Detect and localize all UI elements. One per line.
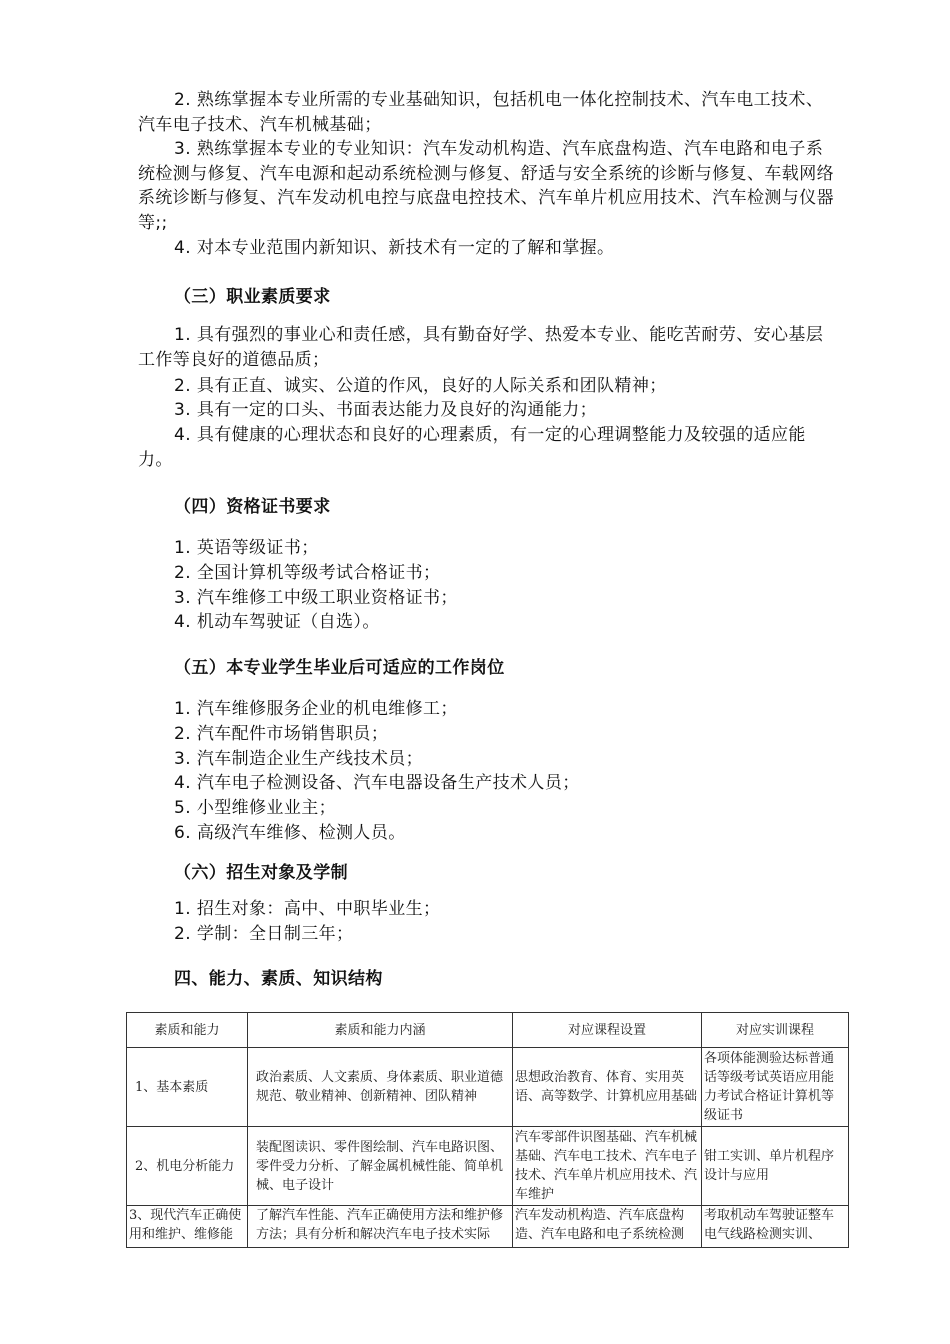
table-cell: 汽车零部件识图基础、汽车机械基础、汽车电工技术、汽车电子技术、汽车单片机应用技术、汽车维护 <box>513 1127 702 1206</box>
column-header-courses: 对应课程设置 <box>513 1013 702 1048</box>
column-header-ability: 素质和能力 <box>127 1013 248 1048</box>
certificate-item-4: 4. 机动车驾驶证（自选）。 <box>174 612 380 632</box>
table-cell: 2、机电分析能力 <box>127 1127 248 1206</box>
job-item-6: 6. 高级汽车维修、检测人员。 <box>174 823 406 843</box>
table-row <box>127 1127 849 1206</box>
chapter-heading-structure: 四、能力、素质、知识结构 <box>174 969 383 989</box>
job-item-5: 5. 小型维修业业主； <box>174 798 337 818</box>
table-cell: 思想政治教育、体育、实用英语、高等数学、计算机应用基础 <box>513 1048 702 1127</box>
table-cell: 1、基本素质 <box>127 1048 248 1127</box>
column-header-content: 素质和能力内涵 <box>248 1013 513 1048</box>
table-cell <box>248 1206 513 1248</box>
job-item-2: 2. 汽车配件市场销售职员； <box>174 724 389 744</box>
quality-item-2: 2. 具有正直、诚实、公道的作风，良好的人际关系和团队精神； <box>174 376 667 396</box>
paragraph-knowledge-4: 4. 对本专业范围内新知识、新技术有一定的了解和掌握。 <box>174 238 615 258</box>
quality-item-1: 1. 具有强烈的事业心和责任感，具有勤奋好学、热爱本专业、能吃苦耐劳、安心基层工作等良好的道德品质； <box>138 325 824 370</box>
section-heading-professional-quality: （三）职业素质要求 <box>174 287 331 307</box>
section-heading-certificates: （四）资格证书要求 <box>174 497 331 517</box>
table-cell: 装配图读识、零件图绘制、汽车电路识图、零件受力分析、了解金属机械性能、简单机械、电子设计 <box>248 1127 513 1206</box>
table-row <box>127 1206 849 1248</box>
table-cell <box>702 1206 849 1248</box>
column-header-training: 对应实训课程 <box>702 1013 849 1048</box>
table-cell: 各项体能测验达标普通话等级考试英语应用能力考试合格证计算机等级证书 <box>702 1048 849 1127</box>
paragraph-knowledge-2: 2. 熟练掌握本专业所需的专业基础知识，包括机电一体化控制技术、汽车电工技术、汽车电子技术、汽车机械基础； <box>138 90 824 135</box>
enrollment-item-1: 1. 招生对象：高中、中职毕业生； <box>174 899 441 919</box>
job-item-4: 4. 汽车电子检测设备、汽车电器设备生产技术人员； <box>174 773 580 793</box>
job-item-1: 1. 汽车维修服务企业的机电维修工； <box>174 699 458 719</box>
section-heading-enrollment: （六）招生对象及学制 <box>174 863 348 883</box>
job-item-3: 3. 汽车制造企业生产线技术员； <box>174 749 424 769</box>
quality-item-3: 3. 具有一定的口头、书面表达能力及良好的沟通能力； <box>174 400 598 420</box>
table-cell-text: 3、现代汽车正确使用和维护、维修能 <box>129 1208 242 1242</box>
certificate-item-3: 3. 汽车维修工中级工职业资格证书； <box>174 588 458 608</box>
ability-structure-table <box>126 1012 849 1248</box>
table-cell <box>513 1206 702 1248</box>
table-cell-text: 汽车发动机构造、汽车底盘构造、汽车电路和电子系统检测 <box>515 1208 685 1242</box>
table-row <box>127 1048 849 1127</box>
table-cell-text: 了解汽车性能、汽车正确使用方法和维护修方法；具有分析和解决汽车电子技术实际 <box>256 1208 504 1242</box>
certificate-item-2: 2. 全国计算机等级考试合格证书； <box>174 563 441 583</box>
table-header-row <box>127 1013 849 1048</box>
paragraph-knowledge-3: 3. 熟练掌握本专业的专业知识：汽车发动机构造、汽车底盘构造、汽车电路和电子系统检测与修复、汽车电源和起动系统检测与修复、舒适与安全系统的诊断与修复、车载网络系统诊断与修复、汽车发动机电控与底盘电控技术、汽车单片机应用技术、汽车检测与仪器等;; <box>138 139 834 233</box>
enrollment-item-2: 2. 学制：全日制三年； <box>174 924 354 944</box>
section-heading-job-positions: （五）本专业学生毕业后可适应的工作岗位 <box>174 658 505 678</box>
table-cell <box>127 1206 248 1248</box>
table-cell: 钳工实训、单片机程序设计与应用 <box>702 1127 849 1206</box>
table-cell-text: 考取机动车驾驶证整车电气线路检测实训、 <box>704 1208 835 1242</box>
quality-item-4: 4. 具有健康的心理状态和良好的心理素质，有一定的心理调整能力及较强的适应能力。 <box>138 425 806 470</box>
table-cell: 政治素质、人文素质、身体素质、职业道德规范、敬业精神、创新精神、团队精神 <box>248 1048 513 1127</box>
certificate-item-1: 1. 英语等级证书； <box>174 538 319 558</box>
